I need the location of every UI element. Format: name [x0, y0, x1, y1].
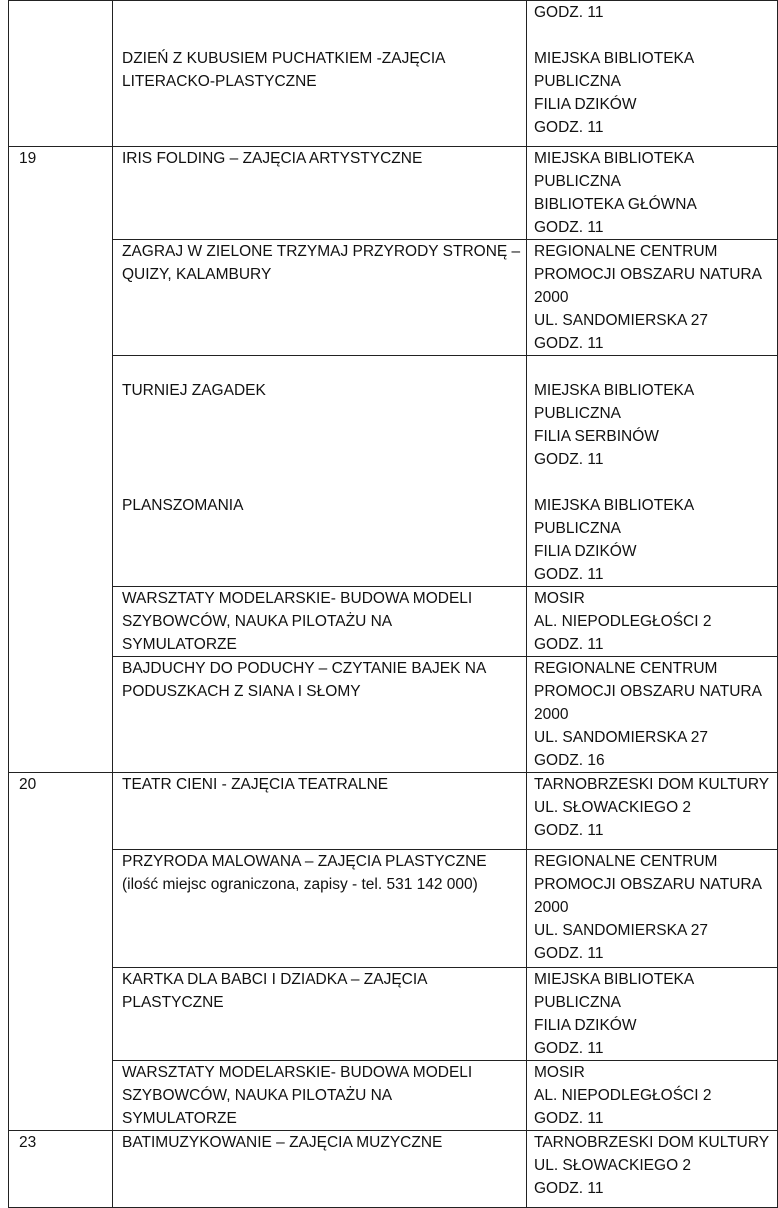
rows-5-place-line: 2000 [534, 706, 569, 723]
rows-5-place-line: UL. SANDOMIERSKA 27 [534, 729, 709, 746]
rows-5-event-line: BAJDUCHY DO PODUCHY – CZYTANIE BAJEK NA [122, 660, 487, 677]
event-cell [113, 240, 527, 356]
rows-1-place-line: GODZ. 11 [534, 219, 604, 236]
rows-10-place-line: GODZ. 11 [534, 1180, 604, 1197]
place-cell [527, 1131, 778, 1208]
rows-7-place-line: REGIONALNE CENTRUM [534, 853, 718, 870]
rows-2-place-line: GODZ. 11 [534, 335, 604, 352]
rows-6-place-line: TARNOBRZESKI DOM KULTURY [534, 776, 770, 793]
rows-7-event-line: PRZYRODA MALOWANA – ZAJĘCIA PLASTYCZNE [122, 853, 487, 870]
place-cell [527, 147, 778, 240]
event-cell [113, 356, 527, 587]
rows-4-place-line: MOSIR [534, 590, 585, 607]
rows-2-place-line: REGIONALNE CENTRUM [534, 243, 718, 260]
rows-7-place-line: GODZ. 11 [534, 945, 604, 962]
rows-0-place-line: GODZ. 11 [534, 119, 604, 136]
place-cell [527, 968, 778, 1061]
table-row [9, 968, 778, 1061]
rows-1-place-line: BIBLIOTEKA GŁÓWNA [534, 196, 697, 213]
table-row [9, 147, 778, 240]
rows-9-place-line: MOSIR [534, 1064, 585, 1081]
rows-3-event-line: TURNIEJ ZAGADEK [122, 382, 266, 399]
rows-3-place-line [534, 356, 777, 379]
rows-8-place-line: PUBLICZNA [534, 994, 621, 1011]
rows-2-event-line: ZAGRAJ W ZIELONE TRZYMAJ PRZYRODY STRONĘ – [122, 243, 521, 260]
table-row [9, 1131, 778, 1208]
rows-0-event-line: DZIEŃ Z KUBUSIEM PUCHATKIEM -ZAJĘCIA [122, 50, 446, 67]
event-cell [113, 1061, 527, 1131]
rows-3-place-line: PUBLICZNA [534, 405, 621, 422]
rows-10-place-line: UL. SŁOWACKIEGO 2 [534, 1157, 692, 1174]
rows-6-place-line: GODZ. 11 [534, 822, 604, 839]
rows-0-event-line: LITERACKO-PLASTYCZNE [122, 73, 317, 90]
rows-3-event-line [122, 471, 526, 494]
rows-0-event-line [122, 1, 526, 24]
rows-0-place-line [534, 24, 777, 47]
place-cell [527, 657, 778, 773]
rows-0-event-line [122, 24, 526, 47]
rows-3-place-line: MIEJSKA BIBLIOTEKA [534, 382, 695, 399]
rows-7-event-line: (ilość miejsc ograniczona, zapisy - tel. 531 142 000) [122, 876, 478, 893]
table-row [9, 240, 778, 356]
rows-1-place-line: PUBLICZNA [534, 173, 621, 190]
rows-8-place-line: FILIA DZIKÓW [534, 1017, 637, 1034]
rows-10-event-line: BATIMUZYKOWANIE – ZAJĘCIA MUZYCZNE [122, 1134, 443, 1151]
day-cell: 20 [9, 773, 113, 1131]
rows-1-event-line: IRIS FOLDING – ZAJĘCIA ARTYSTYCZNE [122, 150, 423, 167]
rows-5-event-line: PODUSZKACH Z SIANA I SŁOMY [122, 683, 361, 700]
place-cell [527, 240, 778, 356]
rows-9-place-line: GODZ. 11 [534, 1110, 604, 1127]
rows-3-place-line: GODZ. 11 [534, 566, 604, 583]
rows-2-place-line: 2000 [534, 289, 569, 306]
rows-6-place-line: UL. SŁOWACKIEGO 2 [534, 799, 692, 816]
rows-3-place-line: MIEJSKA BIBLIOTEKA [534, 497, 695, 514]
event-cell [113, 587, 527, 657]
place-cell [527, 773, 778, 850]
place-cell [527, 1061, 778, 1131]
rows-3-event-line [122, 448, 526, 471]
rows-7-place-line: PROMOCJI OBSZARU NATURA [534, 876, 762, 893]
day-cell: 19 [9, 147, 113, 773]
rows-0-place-line: GODZ. 11 [534, 4, 604, 21]
rows-4-event-line: SYMULATORZE [122, 636, 237, 653]
table-row [9, 356, 778, 587]
rows-4-place-line: AL. NIEPODLEGŁOŚCI 2 [534, 613, 712, 630]
rows-5-place-line: REGIONALNE CENTRUM [534, 660, 718, 677]
event-cell [113, 147, 527, 240]
table-row [9, 773, 778, 850]
rows-4-event-line: WARSZTATY MODELARSKIE- BUDOWA MODELI [122, 590, 473, 607]
rows-10-place-line: TARNOBRZESKI DOM KULTURY [534, 1134, 770, 1151]
rows-3-place-line: PUBLICZNA [534, 520, 621, 537]
place-cell [527, 356, 778, 587]
rows-3-place-line [534, 471, 777, 494]
table-row [9, 657, 778, 773]
rows-3-event-line [122, 356, 526, 379]
schedule-body [9, 1, 778, 1208]
table-row [9, 1, 778, 147]
table-row [9, 587, 778, 657]
rows-3-event-line: PLANSZOMANIA [122, 497, 244, 514]
rows-7-place-line: 2000 [534, 899, 569, 916]
rows-0-place-line: FILIA DZIKÓW [534, 96, 637, 113]
rows-4-place-line: GODZ. 11 [534, 636, 604, 653]
event-cell [113, 657, 527, 773]
rows-5-place-line: PROMOCJI OBSZARU NATURA [534, 683, 762, 700]
day-cell [9, 1, 113, 147]
rows-8-event-line: PLASTYCZNE [122, 994, 224, 1011]
rows-3-place-line: FILIA DZIKÓW [534, 543, 637, 560]
rows-5-place-line: GODZ. 16 [534, 752, 605, 769]
table-row [9, 1061, 778, 1131]
rows-8-place-line: GODZ. 11 [534, 1040, 604, 1057]
rows-2-event-line: QUIZY, KALAMBURY [122, 266, 272, 283]
rows-2-place-line: UL. SANDOMIERSKA 27 [534, 312, 709, 329]
event-cell [113, 850, 527, 968]
rows-8-place-line: MIEJSKA BIBLIOTEKA [534, 971, 695, 988]
rows-2-place-line: PROMOCJI OBSZARU NATURA [534, 266, 762, 283]
rows-9-event-line: SZYBOWCÓW, NAUKA PILOTAŻU NA [122, 1087, 393, 1104]
rows-9-event-line: SYMULATORZE [122, 1110, 237, 1127]
rows-4-event-line: SZYBOWCÓW, NAUKA PILOTAŻU NA [122, 613, 393, 630]
rows-7-place-line: UL. SANDOMIERSKA 27 [534, 922, 709, 939]
schedule-table [8, 0, 778, 1208]
event-cell [113, 968, 527, 1061]
table-row [9, 850, 778, 968]
rows-3-event-line [122, 425, 526, 448]
rows-9-event-line: WARSZTATY MODELARSKIE- BUDOWA MODELI [122, 1064, 473, 1081]
rows-6-event-line: TEATR CIENI - ZAJĘCIA TEATRALNE [122, 776, 389, 793]
rows-0-place-line: MIEJSKA BIBLIOTEKA [534, 50, 695, 67]
day-cell: 23 [9, 1131, 113, 1208]
place-cell [527, 1, 778, 147]
event-cell [113, 1, 527, 147]
place-cell [527, 850, 778, 968]
rows-0-place-line: PUBLICZNA [534, 73, 621, 90]
event-cell [113, 1131, 527, 1208]
rows-3-place-line: GODZ. 11 [534, 451, 604, 468]
rows-8-event-line: KARTKA DLA BABCI I DZIADKA – ZAJĘCIA [122, 971, 428, 988]
place-cell [527, 587, 778, 657]
rows-9-place-line: AL. NIEPODLEGŁOŚCI 2 [534, 1087, 712, 1104]
rows-3-event-line [122, 402, 526, 425]
rows-1-place-line: MIEJSKA BIBLIOTEKA [534, 150, 695, 167]
event-cell [113, 773, 527, 850]
rows-3-place-line: FILIA SERBINÓW [534, 428, 659, 445]
